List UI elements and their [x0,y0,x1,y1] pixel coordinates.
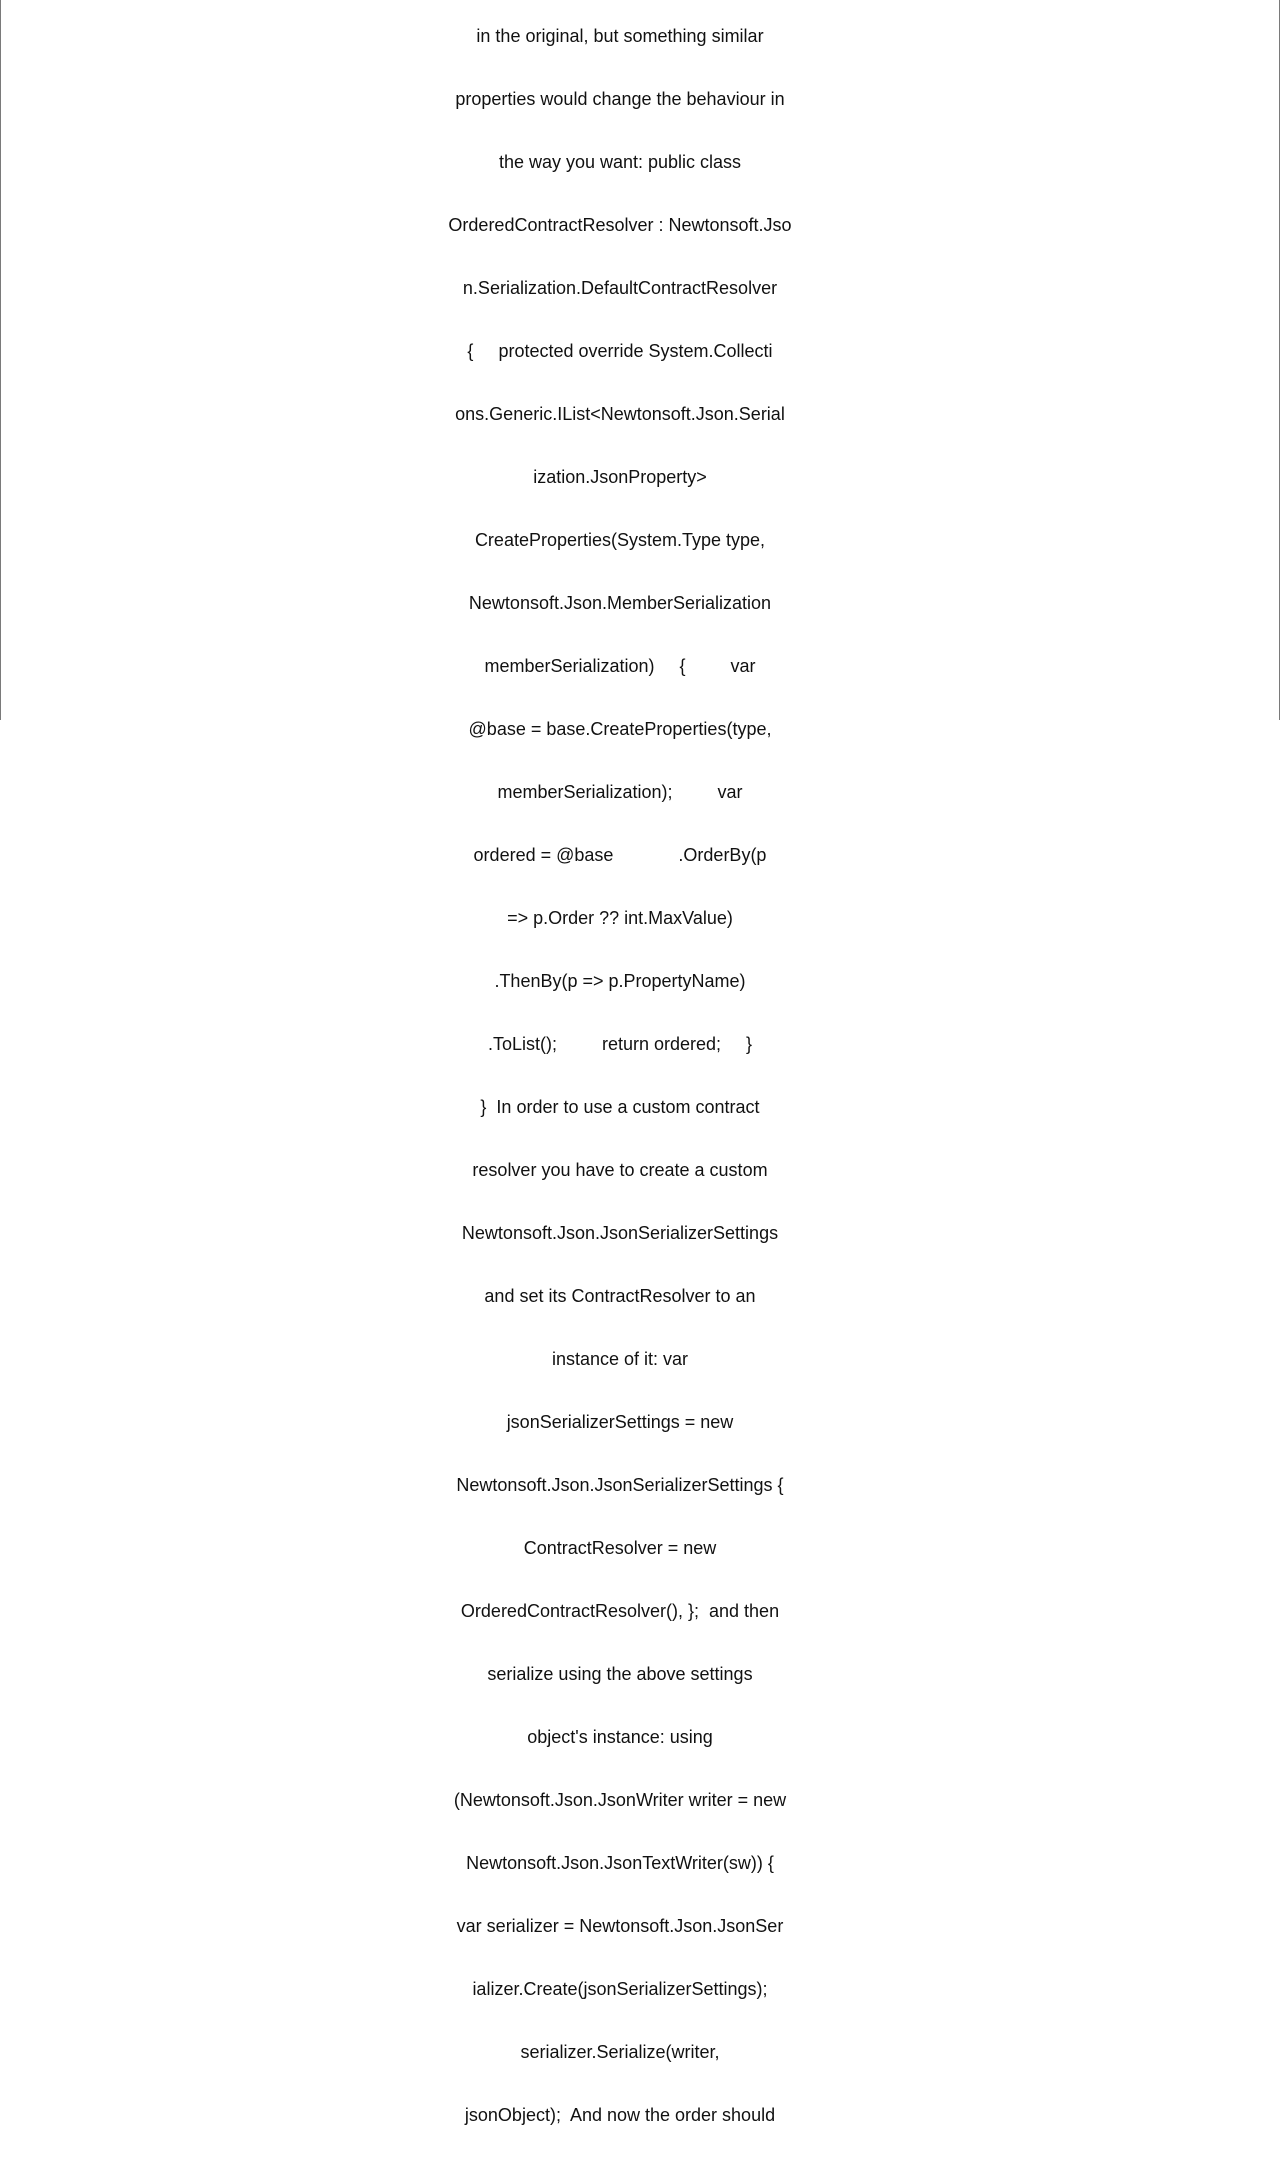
text-line: instance of it: var [551,1349,689,1369]
text-line: the way you want: public class [498,152,742,172]
text-line: Newtonsoft.Json.JsonTextWriter(sw)) { [466,1853,774,1873]
text-line: n.Serialization.DefaultContractResolver [462,278,778,298]
text-line: jsonObject); And now the order should [464,2105,776,2125]
text-line: CreateProperties(System.Type type, [474,530,766,550]
text-line: serializer.Serialize(writer, [520,2042,720,2062]
text-line: OrderedContractResolver : Newtonsoft.Jso [448,215,792,235]
text-line: in the original, but something similar [476,26,764,46]
text-line: resolver you have to create a custom [472,1160,768,1180]
text-line: and set its ContractResolver to an [484,1286,756,1306]
text-line: memberSerialization); var [497,782,743,802]
text-line: Newtonsoft.Json.MemberSerialization [468,593,772,613]
text-line: { protected override System.Collecti [467,341,773,361]
text-line: Newtonsoft.Json.JsonSerializerSettings [461,1223,779,1243]
text-line: var serializer = Newtonsoft.Json.JsonSer [456,1916,784,1936]
text-line: ons.Generic.IList<Newtonsoft.Json.Serial [455,404,785,424]
text-line: .ThenBy(p => p.PropertyName) [494,971,746,991]
text-line: Newtonsoft.Json.JsonSerializerSettings { [456,1475,784,1495]
text-line: ization.JsonProperty> [533,467,707,487]
document-text [440,0,800,2168]
text-line: ordered = @base .OrderBy(p [473,845,767,865]
text-line: jsonSerializerSettings = new [506,1412,734,1432]
text-line: } In order to use a custom contract [480,1097,760,1117]
text-line: ializer.Create(jsonSerializerSettings); [472,1979,768,1999]
text-line: ContractResolver = new [523,1538,717,1558]
text-line: object's instance: using [527,1727,713,1747]
text-line: @base = base.CreateProperties(type, [468,719,772,739]
text-line: OrderedContractResolver(), }; and then [460,1601,780,1621]
text-line: .ToList(); return ordered; } [487,1034,753,1054]
text-line: properties would change the behaviour in [455,89,785,109]
text-line: serialize using the above settings [487,1664,753,1684]
text-line: (Newtonsoft.Json.JsonWriter writer = new [453,1790,787,1810]
text-line: => p.Order ?? int.MaxValue) [507,908,733,928]
text-line: memberSerialization) { var [484,656,756,676]
